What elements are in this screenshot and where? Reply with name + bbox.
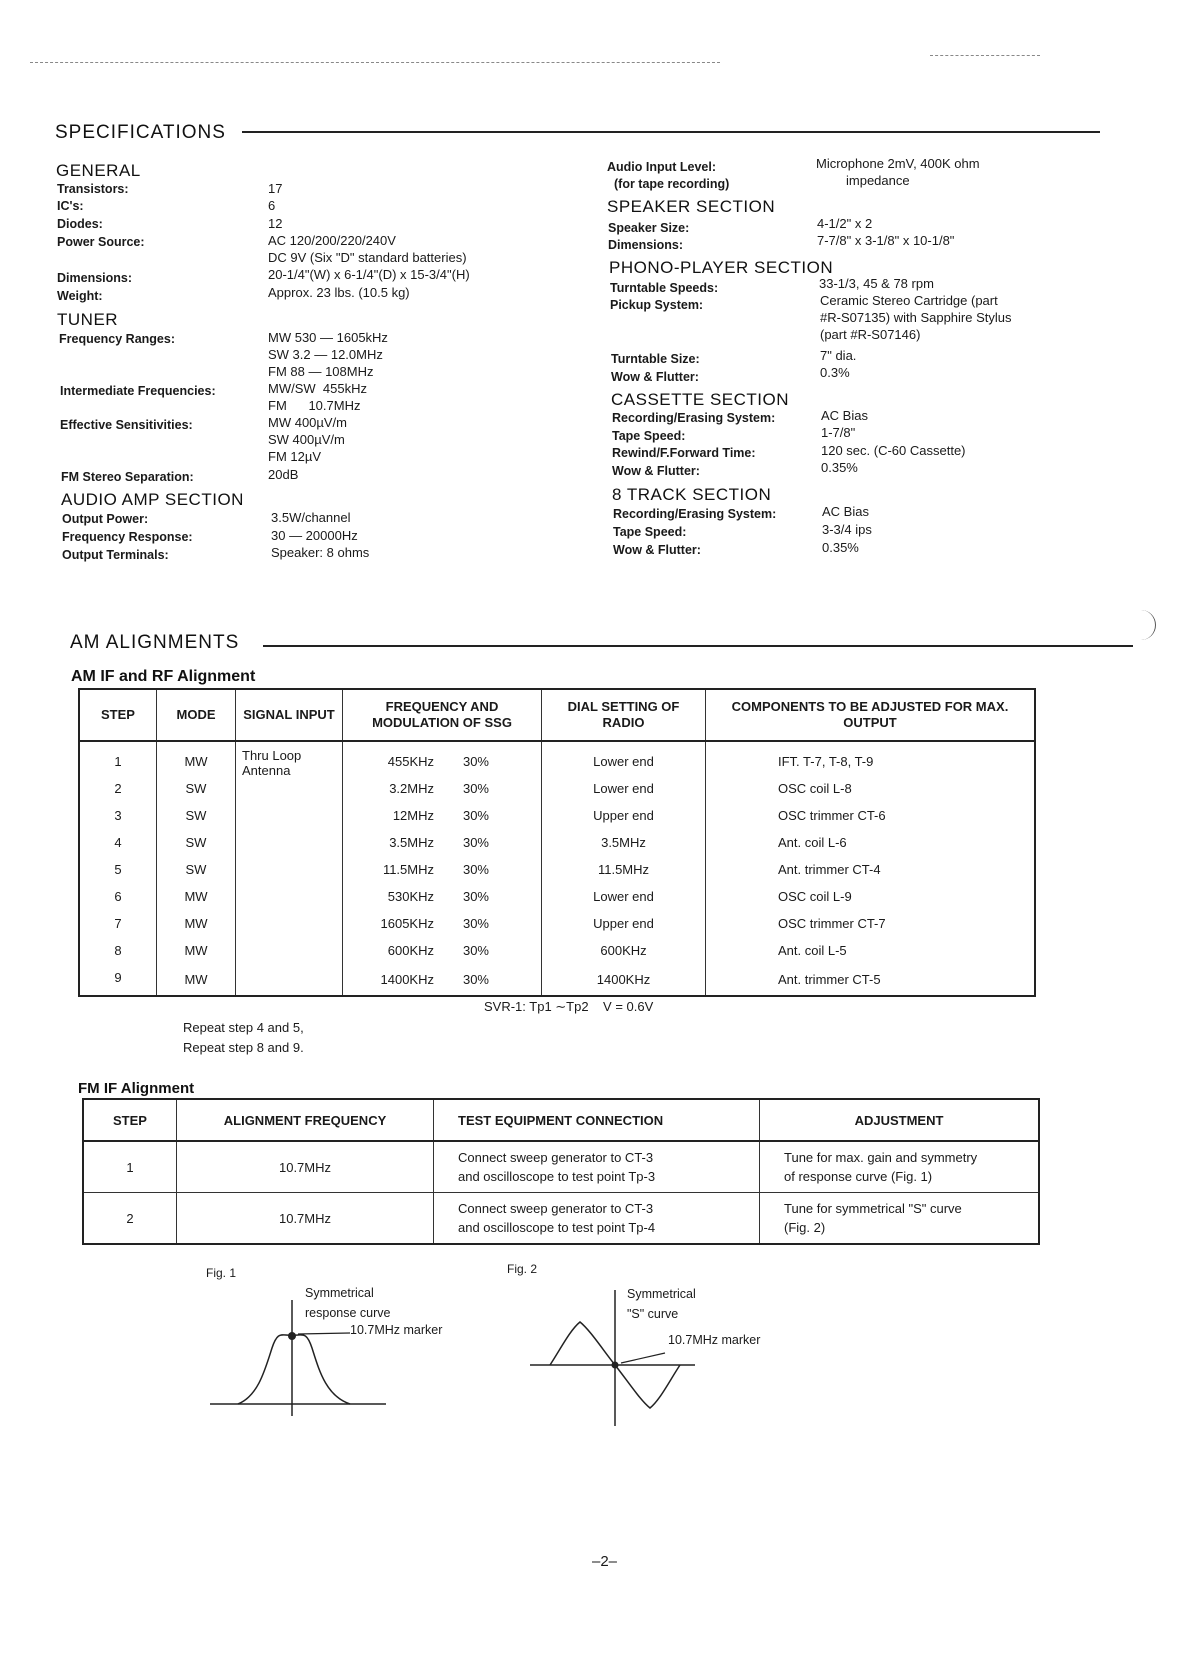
modulation: 30% <box>462 781 489 796</box>
spec-value: 7" dia. <box>820 348 857 363</box>
general-heading: GENERAL <box>56 161 141 180</box>
ssg-frequency: 12MHz <box>392 808 434 823</box>
mode-cell: SW <box>157 856 236 883</box>
spec-label: Speaker Size: <box>608 221 690 235</box>
frequency-cell <box>343 829 542 856</box>
spec-label: Recording/Erasing System: <box>612 411 776 425</box>
spec-value: 6 <box>268 198 276 213</box>
step-cell: 8 <box>79 937 157 964</box>
connection-line: Connect sweep generator to CT-3 <box>458 1201 654 1216</box>
component-cell: OSC trimmer CT-7 <box>706 910 1036 937</box>
fm-alignment-subtitle: FM IF Alignment <box>78 1080 195 1097</box>
spec-value: MW 400µV/m <box>268 415 348 430</box>
spec-value: SW 3.2 — 12.0MHz <box>268 347 383 362</box>
am-alignment-subtitle: AM IF and RF Alignment <box>71 668 256 685</box>
spec-value: DC 9V (Six "D" standard batteries) <box>268 250 467 265</box>
spec-label: Weight: <box>57 289 103 303</box>
column-header: TEST EQUIPMENT CONNECTION <box>434 1099 760 1141</box>
adjustment-cell <box>760 1141 1040 1193</box>
spec-value: 20-1/4"(W) x 6-1/4"(D) x 15-3/4"(H) <box>268 267 470 282</box>
connection-cell <box>434 1141 760 1193</box>
spec-value: 33-1/3, 45 & 78 rpm <box>819 276 934 291</box>
spec-label: Wow & Flutter: <box>613 543 701 557</box>
frequency-cell <box>343 741 542 775</box>
connection-cell <box>434 1193 760 1245</box>
spec-label: Diodes: <box>57 217 103 231</box>
modulation: 30% <box>462 889 489 904</box>
spec-value: (part #R-S07146) <box>820 327 921 342</box>
adjustment-line: of response curve (Fig. 1) <box>784 1169 933 1184</box>
spec-value: Approx. 23 lbs. (10.5 kg) <box>268 285 410 300</box>
mode-cell: MW <box>157 741 236 775</box>
svr-note: SVR-1: Tp1 ∼Tp2 V = 0.6V <box>484 999 654 1014</box>
am-alignments-rule <box>263 645 1133 647</box>
spec-label: Wow & Flutter: <box>612 464 700 478</box>
spec-value: AC 120/200/220/240V <box>268 233 396 248</box>
connection-line: and oscilloscope to test point Tp-4 <box>458 1220 656 1235</box>
spec-label: Turntable Size: <box>611 352 700 366</box>
spec-value: 120 sec. (C-60 Cassette) <box>821 443 966 458</box>
component-cell: OSC trimmer CT-6 <box>706 802 1036 829</box>
step-cell: 3 <box>79 802 157 829</box>
spec-label: Output Terminals: <box>62 548 169 562</box>
table-row <box>79 775 1035 802</box>
frequency-cell <box>343 856 542 883</box>
fig2-marker-label: 10.7MHz marker <box>668 1333 761 1347</box>
spec-value: AC Bias <box>821 408 868 423</box>
spec-value: MW 530 — 1605kHz <box>268 330 388 345</box>
spec-value: AC Bias <box>822 504 869 519</box>
spec-value: MW/SW 455kHz <box>268 381 367 396</box>
ssg-frequency: 1400KHz <box>380 972 434 987</box>
component-cell: OSC coil L-9 <box>706 883 1036 910</box>
mode-cell: MW <box>157 883 236 910</box>
dial-cell: 11.5MHz <box>542 856 706 883</box>
fm-alignment-table <box>82 1098 1040 1245</box>
spec-value: 3-3/4 ips <box>822 522 872 537</box>
spec-value: 30 — 20000Hz <box>271 528 358 543</box>
modulation: 30% <box>462 972 489 987</box>
step-cell: 7 <box>79 910 157 937</box>
frequency-cell <box>343 802 542 829</box>
spec-label: Effective Sensitivities: <box>60 418 193 432</box>
audio-amp-heading: AUDIO AMP SECTION <box>61 490 244 509</box>
spec-label: Tape Speed: <box>612 429 686 443</box>
adjustment-line: Tune for max. gain and symmetry <box>784 1150 978 1165</box>
frequency-cell <box>343 964 542 996</box>
dial-cell: 600KHz <box>542 937 706 964</box>
mode-cell: MW <box>157 910 236 937</box>
spec-value: FM 10.7MHz <box>268 398 361 413</box>
table-row <box>83 1141 1039 1193</box>
spec-label: Turntable Speeds: <box>610 281 719 295</box>
frequency-cell <box>343 883 542 910</box>
step-cell: 1 <box>79 741 157 775</box>
fig2-s-curve <box>525 1290 725 1430</box>
spec-label: (for tape recording) <box>614 177 730 191</box>
frequency-cell: 10.7MHz <box>177 1141 434 1193</box>
ssg-frequency: 455KHz <box>387 754 434 769</box>
adjustment-line: Tune for symmetrical "S" curve <box>784 1201 962 1216</box>
top-scan-line-right <box>930 55 1040 56</box>
ssg-frequency: 3.2MHz <box>389 781 434 796</box>
spec-value: 7-7/8" x 3-1/8" x 10-1/8" <box>817 233 955 248</box>
spec-label: Frequency Response: <box>62 530 193 544</box>
table-row <box>79 964 1035 996</box>
spec-label: Dimensions: <box>608 238 684 252</box>
spec-label: Intermediate Frequencies: <box>60 384 216 398</box>
spec-label: Recording/Erasing System: <box>613 507 777 521</box>
fig2-caption: Fig. 2 <box>507 1262 538 1276</box>
fig1-label: Symmetrical <box>305 1286 374 1300</box>
spec-label: FM Stereo Separation: <box>61 470 194 484</box>
modulation: 30% <box>462 808 489 823</box>
tuner-heading: TUNER <box>57 310 119 329</box>
mode-cell: MW <box>157 964 236 996</box>
spec-value: 20dB <box>268 467 299 482</box>
table-row <box>79 910 1035 937</box>
ssg-frequency: 530KHz <box>387 889 434 904</box>
modulation: 30% <box>462 835 489 850</box>
frequency-cell <box>343 775 542 802</box>
component-cell: Ant. trimmer CT-4 <box>706 856 1036 883</box>
frequency-cell <box>343 910 542 937</box>
connection-line: Connect sweep generator to CT-3 <box>458 1150 654 1165</box>
table-row <box>79 829 1035 856</box>
component-cell: IFT. T-7, T-8, T-9 <box>706 741 1036 775</box>
spec-value: FM 88 — 108MHz <box>268 364 374 379</box>
spec-value: Ceramic Stereo Cartridge (part <box>820 293 998 308</box>
dial-cell: Lower end <box>542 883 706 910</box>
spec-label: Audio Input Level: <box>607 160 717 174</box>
modulation: 30% <box>462 862 489 877</box>
adjustment-line: (Fig. 2) <box>784 1220 826 1235</box>
mode-cell: SW <box>157 775 236 802</box>
step-cell: 6 <box>79 883 157 910</box>
step-cell: 2 <box>79 775 157 802</box>
mode-cell: SW <box>157 802 236 829</box>
step-cell: 9 <box>79 964 157 996</box>
spec-value: 0.35% <box>822 540 859 555</box>
connection-line: and oscilloscope to test point Tp-3 <box>458 1169 656 1184</box>
specifications-title: SPECIFICATIONS <box>55 122 226 143</box>
dial-cell: Lower end <box>542 741 706 775</box>
spec-label: Pickup System: <box>610 298 704 312</box>
spec-label: Dimensions: <box>57 271 133 285</box>
mode-cell: MW <box>157 937 236 964</box>
column-header: ALIGNMENT FREQUENCY <box>177 1099 434 1141</box>
step-cell: 4 <box>79 829 157 856</box>
dial-cell: Upper end <box>542 802 706 829</box>
table-row <box>83 1193 1039 1245</box>
ssg-frequency: 11.5MHz <box>382 862 434 877</box>
table-row <box>79 883 1035 910</box>
column-header: COMPONENTS TO BE ADJUSTED FOR MAX. OUTPUT <box>706 689 1036 741</box>
fig1-label: response curve <box>305 1306 391 1320</box>
modulation: 30% <box>462 943 489 958</box>
column-header: ADJUSTMENT <box>760 1099 1040 1141</box>
spec-value: FM 12µV <box>268 449 322 464</box>
scan-edge-mark <box>1137 610 1156 640</box>
table-row <box>79 856 1035 883</box>
am-alignment-table <box>78 688 1036 997</box>
table-row <box>79 802 1035 829</box>
signal-input-cell: Thru Loop Antenna <box>236 741 343 996</box>
spec-value: 0.3% <box>820 365 850 380</box>
component-cell: Ant. coil L-6 <box>706 829 1036 856</box>
speaker-heading: SPEAKER SECTION <box>607 197 776 216</box>
fig2-label: "S" curve <box>627 1307 679 1321</box>
spec-label: Frequency Ranges: <box>59 332 176 346</box>
spec-value: 17 <box>268 181 283 196</box>
column-header: MODE <box>157 689 236 741</box>
spec-value: 0.35% <box>821 460 858 475</box>
cassette-heading: CASSETTE SECTION <box>611 390 790 409</box>
spec-value: 12 <box>268 216 283 231</box>
table-row <box>79 937 1035 964</box>
column-header: STEP <box>83 1099 177 1141</box>
component-cell: Ant. trimmer CT-5 <box>706 964 1036 996</box>
column-header: DIAL SETTING OF RADIO <box>542 689 706 741</box>
frequency-cell: 10.7MHz <box>177 1193 434 1245</box>
am-alignments-title: AM ALIGNMENTS <box>70 632 240 653</box>
modulation: 30% <box>462 916 489 931</box>
column-header: FREQUENCY AND MODULATION OF SSG <box>343 689 542 741</box>
component-cell: Ant. coil L-5 <box>706 937 1036 964</box>
spec-label: Rewind/F.Forward Time: <box>612 446 756 460</box>
spec-label: Transistors: <box>57 182 129 196</box>
ssg-frequency: 1605KHz <box>380 916 434 931</box>
table-header-row <box>83 1099 1039 1141</box>
table-header-row <box>79 689 1035 741</box>
frequency-cell <box>343 937 542 964</box>
eight-track-heading: 8 TRACK SECTION <box>612 485 772 504</box>
mode-cell: SW <box>157 829 236 856</box>
spec-label: IC's: <box>57 199 84 213</box>
spec-label: Output Power: <box>62 512 149 526</box>
dial-cell: 3.5MHz <box>542 829 706 856</box>
ssg-frequency: 3.5MHz <box>389 835 434 850</box>
spec-value: Speaker: 8 ohms <box>271 545 370 560</box>
repeat-note: Repeat step 4 and 5, <box>183 1020 304 1035</box>
spec-label: Power Source: <box>57 235 145 249</box>
dial-cell: Lower end <box>542 775 706 802</box>
repeat-note: Repeat step 8 and 9. <box>183 1040 304 1055</box>
spec-value: impedance <box>846 173 910 188</box>
fig2-label: Symmetrical <box>627 1287 696 1301</box>
spec-value: 4-1/2" x 2 <box>817 216 873 231</box>
column-header: STEP <box>79 689 157 741</box>
step-cell: 2 <box>83 1193 177 1245</box>
spec-value: 1-7/8" <box>821 425 856 440</box>
fig1-marker-label: 10.7MHz marker <box>350 1323 443 1337</box>
spec-label: Wow & Flutter: <box>611 370 699 384</box>
spec-value: SW 400µV/m <box>268 432 345 447</box>
dial-cell: Upper end <box>542 910 706 937</box>
fig1-response-curve <box>210 1300 390 1420</box>
specifications-rule <box>242 131 1100 133</box>
page-number: –2– <box>592 1553 618 1570</box>
ssg-frequency: 600KHz <box>387 943 434 958</box>
spec-value: Microphone 2mV, 400K ohm <box>816 156 980 171</box>
modulation: 30% <box>462 754 489 769</box>
spec-value: #R-S07135) with Sapphire Stylus <box>820 310 1012 325</box>
table-row <box>79 741 1035 775</box>
column-header: SIGNAL INPUT <box>236 689 343 741</box>
step-cell: 5 <box>79 856 157 883</box>
fig1-caption: Fig. 1 <box>206 1266 237 1280</box>
top-scan-line <box>30 62 720 63</box>
component-cell: OSC coil L-8 <box>706 775 1036 802</box>
adjustment-cell <box>760 1193 1040 1245</box>
spec-label: Tape Speed: <box>613 525 687 539</box>
phono-heading: PHONO-PLAYER SECTION <box>609 258 834 277</box>
step-cell: 1 <box>83 1141 177 1193</box>
dial-cell: 1400KHz <box>542 964 706 996</box>
spec-value: 3.5W/channel <box>271 510 351 525</box>
